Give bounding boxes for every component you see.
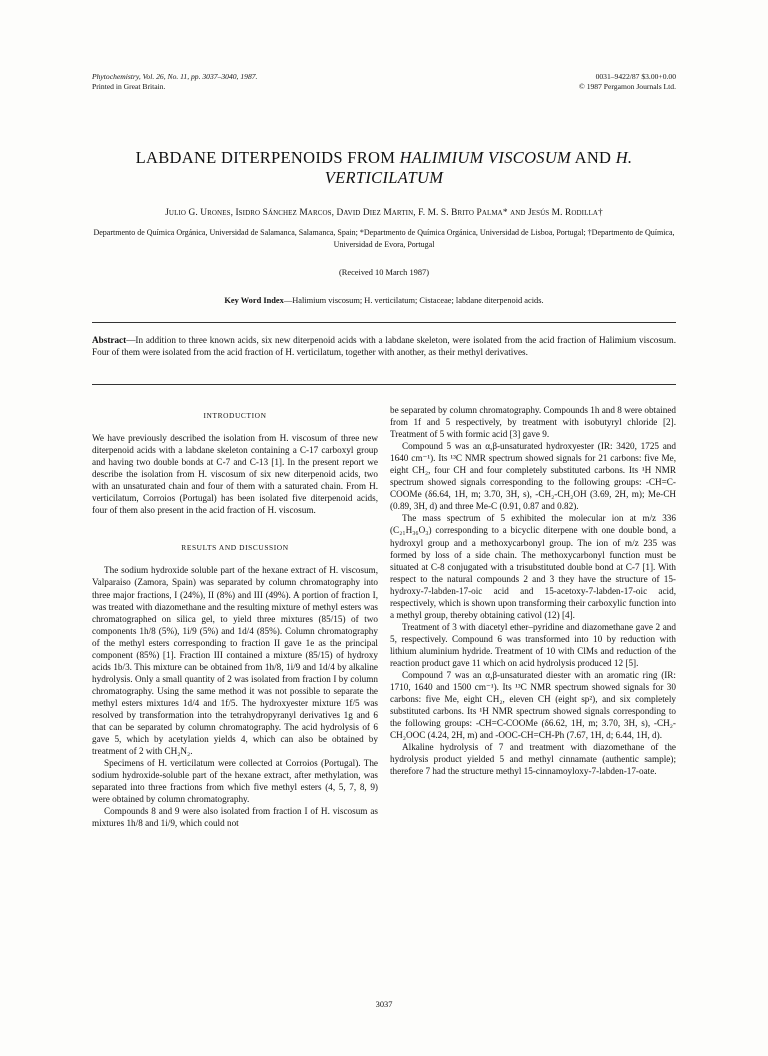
article-code: 0031–9422/87 $3.00+0.00 xyxy=(595,72,676,81)
right-paragraph-1: be separated by column chromatography. Compounds 1h and 8 were obtained from 1f and 5 respectively, by treatment with isobutyryl chloride [2]. Treatment of 5 with formic acid [3] gave 9. xyxy=(390,405,676,440)
results-heading: RESULTS AND DISCUSSION xyxy=(181,543,289,553)
right-paragraph-2: Compound 5 was an α,β-unsaturated hydroxyester (IR: 3420, 1725 and 1640 cm⁻¹). Its ¹³C NMR spectrum showed signals for 21 carbons: five Me, eight CH₂, four CH and four completely substituted carbons. Its ¹H NMR spectrum showed signals corresponding to the following groups: -CH=C-COOMe (δ6.64, 1H, m; 3.70, 3H, s), -CH₂-CH₂OH (3.69, 2H, m); Me-CH (0.89, 3H, d) and three Me-C (0.91, 0.87 and 0.82). xyxy=(390,441,676,512)
keyword-text: —Halimium viscosum; H. verticilatum; Cistaceae; labdane diterpenoid acids. xyxy=(283,296,544,305)
journal-citation: Phytochemistry, Vol. 26, No. 11, pp. 3037–3040, 1987. xyxy=(92,72,258,81)
bottom-divider xyxy=(92,384,676,385)
left-column xyxy=(92,404,378,829)
results-paragraph-1: The sodium hydroxide soluble part of the hexane extract of H. viscosum, Valparaiso (Zamora, Spain) was separated by column chromatography into three major fractions, I (24%), II (8%) and III (49%). A portion of fraction I, was treated with diazomethane and the resulting mixture of methyl esters was chromatographed on silica gel, to yield three mixtures (85/15) of two components 1h/8 (5%), 1i/9 (5%) and 1d/4 (85%). Column chromatography of the methyl esters corresponding to fraction II gave 1e as the principal component (85%) [1]. Fraction III contained a mixture (85/15) of hydroxy acids 1b/3. This mixture can be obtained from 1h/8, 1i/9 and 1d/4 by alkaline hydrolysis. Only a small quantity of 2 was isolated from fraction I by column chromatography. Using the same method it was not possible to separate the methyl esters mixtures 1d/4 and 1f/5. The hydroxyester mixture 1f/5 was resolved by transformation into the tetrahydropyranyl derivatives 1g and 6 that can be separated by column chromatography. The acid hydrolysis of 6 gave 5, which by acetylation yields 4, which can also be obtained by treatment of 2 with CH₂N₂. xyxy=(92,565,378,757)
right-paragraph-4: Treatment of 3 with diacetyl ether–pyridine and diazomethane gave 2 and 5, respectively. Compound 6 was transformed into 10 by reduction with lithium aluminium hydride. Treatment of 10 with ClMs and reduction of the reaction product gave 11 which on acid hydrolysis produced 12 [5]. xyxy=(390,621,676,668)
results-paragraph-3: Compounds 8 and 9 were also isolated from fraction I of H. viscosum as mixtures 1h/8 and 1i/9, which could not xyxy=(92,806,378,829)
affiliations: Departmento de Química Orgánica, Universidad de Salamanca, Salamanca, Spain; *Departmento de Química Orgánica, Universidad de Lisboa, Portugal; †Departmento de Química, Universidad de Evora, Portugal xyxy=(93,228,675,249)
title-text-1: LABDANE DITERPENOIDS FROM xyxy=(135,148,400,167)
author-list: Julio G. Urones, Isidro Sánchez Marcos, David Diez Martin, F. M. S. Brito Palma* and Jesús M. Rodilla† xyxy=(165,208,603,218)
publisher-header xyxy=(579,72,676,92)
top-divider xyxy=(92,322,676,323)
page-number: 3037 xyxy=(375,1000,393,1009)
results-paragraph-2: Specimens of H. verticilatum were collected at Corroios (Portugal). The sodium hydroxide-soluble part of the hexane extract, after methylation, was separated into three fractions from which five methyl esters (4, 5, 7, 8, 9) were obtained by column chromatography. xyxy=(92,758,378,805)
introduction-heading: INTRODUCTION xyxy=(203,411,267,420)
right-paragraph-3: The mass spectrum of 5 exhibited the molecular ion at m/z 336 (C₂₁H₃₆O₃) corresponding to a bicyclic diterpene with one double bond, a hydroxyl group and a methoxycarbonyl group. The ion of m/z 235 was formed by loss of a side chain. The methoxycarbonyl function must be situated at C-8 conjugated with a trisubstituted double bond at C-7 [1]. With respect to the natural compounds 2 and 3 they have the structure of 15-hydroxy-7-labden-17-oic acid and 15-acetoxy-7-labden-17-oic acid, respectively, which is shown upon transforming their carboxylic function into a methyl group, thereby obtaining cativol (12) [4]. xyxy=(390,513,676,620)
right-column xyxy=(390,404,676,777)
paper-title xyxy=(92,148,676,188)
journal-header xyxy=(92,72,257,92)
abstract xyxy=(92,334,676,359)
title-genus-2: H. VERTICILATUM xyxy=(324,148,633,187)
title-text-2: AND xyxy=(571,148,616,167)
keyword-index xyxy=(92,296,676,305)
right-paragraph-6: Alkaline hydrolysis of 7 and treatment with diazomethane of the hydrolysis product yielded 5 and methyl cinnamate (authentic sample); therefore 7 had the structure methyl 15-cinnamoyloxy-7-labden-17-oate. xyxy=(390,742,676,777)
printed-location: Printed in Great Britain. xyxy=(92,82,166,91)
title-genus-1: HALIMIUM VISCOSUM xyxy=(399,148,572,167)
intro-paragraph: We have previously described the isolation from H. viscosum of three new diterpenoid acids with a labdane skeleton containing a C-17 carboxyl group and having two double bonds at C-7 and C-13 [1]. In the present report we describe the isolation from H. viscosum of six new diterpenoid acids, two with an unsaturated chain and four of them with a saturated chain. From H. verticilatum, Corroios (Portugal) has been isolated five diterpenoid acids, four of them also present in the acid fraction of H. viscosum. xyxy=(92,433,378,516)
keyword-label: Key Word Index xyxy=(224,296,284,305)
received-date: (Received 10 March 1987) xyxy=(339,268,429,277)
right-paragraph-5: Compound 7 was an α,β-unsaturated diester with an aromatic ring (IR: 1710, 1640 and 1500 cm⁻¹). Its ¹³C NMR spectrum showed signals for 30 carbons: five Me, eight CH₂, eleven CH (eight sp²), and six completely substituted carbons. Its ¹H NMR spectrum showed signals corresponding to the following groups: -CH=C-COOMe (δ6.62, 1H, m; 3.70, 3H, s), -CH₂-CH₂OOC (4.24, 2H, m) and -OOC-CH=CH-Ph (7.67, 1H, d; 6.44, 1H, d). xyxy=(390,670,676,741)
abstract-text: —In addition to three known acids, six new diterpenoid acids with a labdane skeleton, were isolated from the acid fraction of Halimium viscosum. Four of them were isolated from the acid fraction of H. verticilatum, together with another, as their methyl derivatives. xyxy=(92,335,676,358)
copyright-line: © 1987 Pergamon Journals Ltd. xyxy=(579,82,676,91)
abstract-label: Abstract xyxy=(92,335,127,345)
